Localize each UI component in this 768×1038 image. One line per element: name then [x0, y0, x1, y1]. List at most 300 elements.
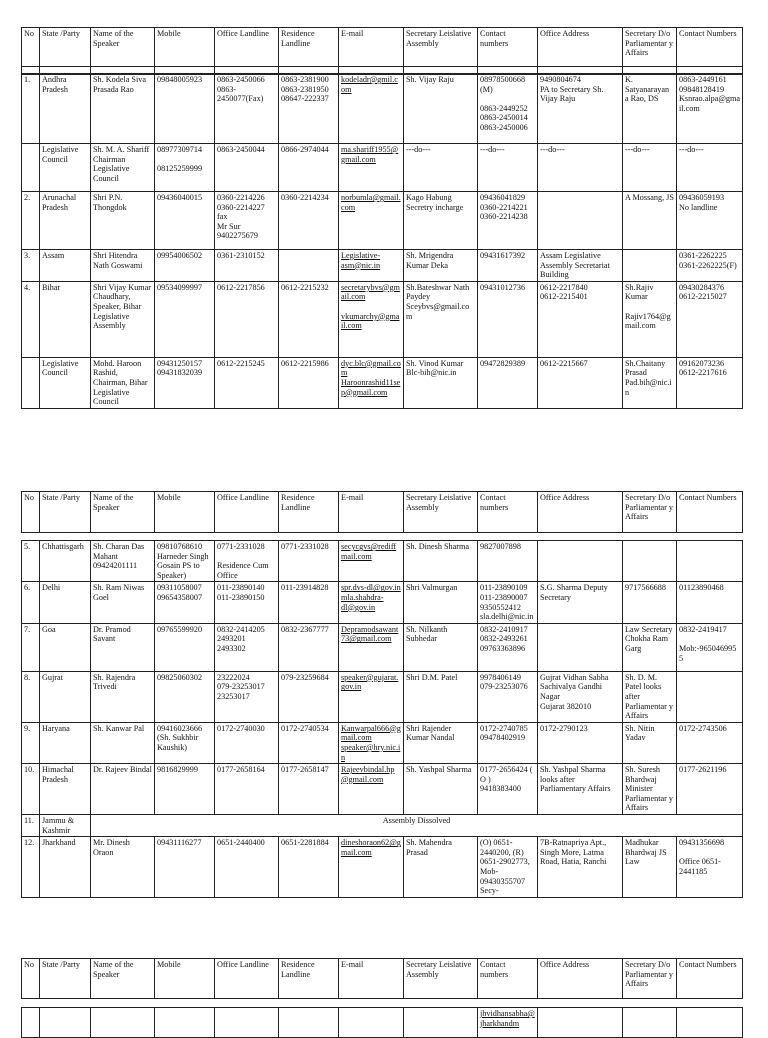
dopa-contact-text: 0172-2743506: [679, 723, 727, 733]
office-address-text: ---do---: [540, 145, 565, 154]
state-text: Haryana: [42, 723, 70, 733]
header-mobile: Mobile: [155, 492, 215, 533]
header-residence-landline: Residence Landline: [279, 959, 339, 999]
row-number-text: 7.: [24, 624, 31, 634]
dopa-contact: [677, 582, 743, 623]
dopa-secretary: [623, 582, 677, 623]
contact-numbers-text: 0177-2656424 ( O ) 9418383400: [480, 765, 533, 794]
email[interactable]: [339, 722, 404, 763]
secretary: [404, 623, 478, 671]
table-row: [22, 192, 743, 250]
contact-numbers-text: 0832-2410917 0832-2493261 09763363896: [480, 624, 528, 653]
secretary: [404, 671, 478, 722]
secretary: [404, 74, 478, 144]
dopa-contact: [677, 837, 743, 898]
row-number-text: 3.: [24, 251, 31, 260]
office-landline-text: 0832-2414205 2493201 2493302: [217, 624, 265, 653]
header-mobile: Mobile: [155, 959, 215, 999]
secretary-text: Sh. Mahendra Prasad: [406, 838, 452, 857]
email[interactable]: [339, 250, 404, 282]
contact-numbers-text: (O) 0651-2440200, (R) 0651-2902773, Mob-09430355707 Secy-: [480, 838, 530, 896]
header-office-landline: Office Landline: [215, 28, 279, 67]
dopa-contact-text: ---do---: [679, 145, 704, 154]
email-text[interactable]: secycgvs@rediffmail.com: [341, 542, 397, 561]
row-number: [22, 541, 40, 582]
email[interactable]: [339, 74, 404, 144]
state-text: Goa: [42, 624, 56, 634]
speaker-name-text: Shri P.N. Thongdok: [93, 193, 127, 212]
state-text: Chhattisgarh: [42, 542, 84, 551]
office-address-text: 7B-Ratnapriya Apt., Singh More, Latma Road, Hatia, Ranchi: [540, 838, 607, 867]
office-landline-text: 0651-2440400: [217, 838, 265, 848]
secretary-text: Shri D.M. Patel: [406, 672, 458, 682]
office-address-text: 0612-2217840 0612-2215401: [540, 282, 588, 302]
contact-numbers: [478, 250, 538, 282]
secretary: [404, 250, 478, 282]
dopa-contact: [677, 764, 743, 815]
secretary-text: Sh. Vijay Raju: [406, 75, 454, 84]
office-landline: [215, 357, 279, 408]
state-text: Delhi: [42, 583, 61, 593]
header-speaker: Name of the Speaker: [91, 492, 155, 533]
mobile-text: 9816829999: [157, 765, 198, 775]
mobile: [155, 837, 215, 898]
header-state: State /Party: [40, 28, 91, 67]
email-text[interactable]: Depramodsawant73@gmail.com: [341, 624, 399, 644]
dopa-contact-text: 0177-2621196: [679, 765, 727, 775]
office-landline: [215, 74, 279, 144]
table-2-body: [21, 540, 743, 898]
email[interactable]: [339, 671, 404, 722]
secretary: [404, 582, 478, 623]
table-row: [22, 250, 743, 282]
header-state: State /Party: [40, 492, 91, 533]
dopa-contact-text: 0361-2262225 0361-2262225(F): [679, 251, 737, 270]
office-address: [538, 541, 623, 582]
row-number: [22, 250, 40, 282]
contact-numbers-text: 0172-2740785 09478402919: [480, 723, 528, 743]
dopa-contact: [677, 192, 743, 250]
table-1: [21, 27, 743, 75]
contact-numbers-text: 9827007898: [480, 542, 521, 551]
contact-numbers-text: 09436041829 0360-2214221 0360-2214238: [480, 193, 528, 222]
secretary: [404, 541, 478, 582]
office-landline: [215, 192, 279, 250]
residence-landline-text: 0832-2367777: [281, 624, 329, 634]
contact-numbers: [478, 74, 538, 144]
header-office-landline: Office Landline: [215, 492, 279, 533]
speaker-name: [91, 144, 155, 192]
speaker-name: [91, 623, 155, 671]
row-number: 11.: [22, 815, 40, 837]
row-number-text: 9.: [24, 723, 31, 733]
residence-landline-text: 0612-2215232: [281, 282, 329, 292]
state-text: Gujrat: [42, 672, 63, 682]
header-email: E-mail: [339, 492, 404, 533]
table-3: [21, 958, 743, 999]
mobile-text: 09954006502: [157, 251, 203, 260]
residence-landline-text: 0863-2381900 0863-2381950 08647-222337: [281, 75, 329, 104]
header-speaker: Name of the Speaker: [91, 959, 155, 999]
email-text[interactable]: speaker@gujarat.gov.in: [341, 672, 399, 692]
email-text[interactable]: dyc.blc@gmail.com Haroonrashid11sep@gmail.com: [341, 358, 401, 397]
speaker-name-text: Sh. Ram Niwas Goel: [93, 583, 145, 602]
state-text: Legislative Council: [42, 145, 79, 164]
office-address-text: Sh. Yashpal Sharma looks after Parliamentary Affairs: [540, 765, 611, 794]
header-address: Office Address: [538, 959, 623, 999]
residence-landline: [279, 764, 339, 815]
assembly-dissolved-note: Assembly Dissolved: [91, 815, 743, 837]
contact-numbers-text: ---do---: [480, 145, 505, 154]
secretary-text: Sh. Dinesh Sharma: [406, 542, 469, 551]
table-row: [22, 1008, 743, 1038]
email-text[interactable]: ma.shariff1955@gmail.com: [341, 145, 399, 164]
email[interactable]: [339, 582, 404, 623]
secretary: [404, 722, 478, 763]
speaker-name: [91, 250, 155, 282]
speaker-name-text: Mr. Dinesh Oraon: [93, 838, 130, 857]
office-landline: [215, 144, 279, 192]
state-text: Andhra Pradesh: [42, 75, 68, 94]
table-row: [22, 623, 743, 671]
office-address-text: Gujrat Vidhan Sabha Sachivalya Gandhi Nagar Gujarat 382010: [540, 672, 609, 711]
mobile-text: 09431250157 09431832039: [157, 358, 203, 378]
mobile-text: 09825060302: [157, 672, 203, 682]
office-landline-text: 0172-2740030: [217, 723, 265, 733]
table-row: [22, 582, 743, 623]
contact-numbers: [478, 192, 538, 250]
contact-numbers-text: 08978500668 (M) 0863-2449252 0863-2450014 0863-2450006: [480, 75, 528, 132]
office-landline-text: 0361-2310152: [217, 251, 265, 260]
state: Jammu & Kashmir: [40, 815, 91, 837]
table-row: [22, 144, 743, 192]
table-1-body: [21, 73, 743, 409]
header-secretary: Secretary Leislative Assembly: [404, 959, 478, 999]
email[interactable]: [339, 764, 404, 815]
row-number-text: 5.: [24, 542, 31, 551]
mobile-text: 09431116277: [157, 838, 202, 848]
office-address: [538, 250, 623, 282]
mobile: [155, 74, 215, 144]
email-text[interactable]: spr.dvs-dl@gov.in mla.shahdra-dl@gov.in: [341, 583, 401, 612]
row-number-text: 1.: [24, 75, 31, 84]
speaker-name-text: Dr. Pramod Savant: [93, 624, 131, 644]
residence-landline-text: 0651-2281884: [281, 838, 329, 848]
dopa-secretary-text: ---do---: [625, 145, 650, 154]
row-number: [22, 357, 40, 408]
dopa-contact-text: 01123890468: [679, 583, 724, 593]
secretary-text: Sh. Mrigendra Kumar Deka: [406, 251, 454, 270]
row-number: [22, 722, 40, 763]
table-row: [22, 357, 743, 408]
state-text: Himachal Pradesh: [42, 765, 74, 784]
secretary: [404, 837, 478, 898]
office-address: [538, 357, 623, 408]
office-landline: [215, 281, 279, 357]
dopa-secretary-text: Sh. D. M. Patel looks after Parliamentar y Affairs: [625, 672, 673, 721]
header-dopa-secretary: Secretary D/o Parliamentar y Affairs: [623, 492, 677, 533]
state: [40, 74, 91, 144]
residence-landline-text: 079-23259684: [281, 672, 329, 682]
header-email: E-mail: [339, 28, 404, 67]
contact-numbers: [478, 671, 538, 722]
dopa-contact: [677, 357, 743, 408]
email-text[interactable]: kodeladr@gmil.com: [341, 75, 398, 94]
header-contact: Contact numbers: [478, 492, 538, 533]
residence-landline: [279, 671, 339, 722]
residence-landline: [279, 357, 339, 408]
office-landline-text: 011-23890140 011-23890150: [217, 583, 265, 602]
residence-landline-text: 0612-2215986: [281, 358, 329, 368]
header-secretary: Secretary Leislative Assembly: [404, 492, 478, 533]
table-row: [22, 671, 743, 722]
dopa-secretary: [623, 722, 677, 763]
mobile: [155, 281, 215, 357]
speaker-name: [91, 192, 155, 250]
table-row: [22, 281, 743, 357]
office-landline: [215, 837, 279, 898]
contact-numbers-text: 9978406149 079-23253076: [480, 672, 528, 692]
contact-numbers: [478, 837, 538, 898]
mobile: [155, 144, 215, 192]
secretary: [404, 192, 478, 250]
email-text[interactable]: norbumla@gmail.com: [341, 193, 401, 212]
mobile: [155, 541, 215, 582]
state: [40, 582, 91, 623]
email-text[interactable]: secretarybvs@gmail.com vkumarchy@gmail.com: [341, 282, 400, 331]
contact-numbers: [478, 722, 538, 763]
speaker-name-text: Sh. Rajendra Trivedi: [93, 672, 136, 692]
office-landline: [215, 582, 279, 623]
row-number: [22, 74, 40, 144]
dopa-secretary: [623, 357, 677, 408]
office-address-text: Assam Legislative Assembly Secretariat Building: [540, 251, 610, 280]
header-dopa-contact: Contact Numbers: [677, 28, 743, 67]
email-text[interactable]: Rajeevbindal.hp@gmail.com: [341, 765, 395, 784]
row-number-text: 2.: [24, 193, 31, 202]
row-number: [22, 582, 40, 623]
header-address: Office Address: [538, 28, 623, 67]
office-landline: [215, 623, 279, 671]
residence-landline-text: 0360-2214234: [281, 193, 329, 202]
speaker-name-text: Sh. Charan Das Mahant 09424201111: [93, 542, 145, 571]
email-text[interactable]: dineshoraon62@gmail.com: [341, 838, 401, 857]
email[interactable]: [339, 837, 404, 898]
dopa-secretary-text: Sh.Rajiv Kumar Rajiv1764@gmail.com: [625, 282, 671, 331]
speaker-name-text: Sh. Kodela Siva Prasada Rao: [93, 75, 146, 94]
residence-landline: [279, 144, 339, 192]
mobile: [155, 357, 215, 408]
office-address: [538, 74, 623, 144]
office-landline: [215, 722, 279, 763]
dopa-secretary-text: 9717566688: [625, 583, 666, 593]
state: [40, 144, 91, 192]
row-number: [22, 144, 40, 192]
dopa-contact-text: 09431356698 Office 0651-2441185: [679, 838, 725, 877]
dopa-secretary: [623, 74, 677, 144]
header-contact: Contact numbers: [478, 28, 538, 67]
email[interactable]: [339, 357, 404, 408]
email-text[interactable]: Kanwarpal666@gmail.com speaker@hry.nic.in: [341, 723, 401, 762]
dopa-secretary: [623, 250, 677, 282]
mobile-text: 09765599920: [157, 624, 203, 634]
header-no: No: [22, 959, 40, 999]
header-office-landline: Office Landline: [215, 959, 279, 999]
dopa-secretary-text: Sh. Suresh Bhardwaj Minister Parliamentar y Affairs: [625, 765, 673, 813]
contact-email[interactable]: jhvidhansabha@jharkhandm: [480, 1009, 535, 1028]
office-landline-text: 0360-2214226 0360-2214227 fax Mr Sur 9402275679: [217, 193, 265, 241]
state: [40, 764, 91, 815]
dopa-contact: [677, 281, 743, 357]
contact-numbers-text: 011-23890109 011-23890007 9350552412 sla.delhi@nic.in: [480, 583, 534, 622]
dopa-secretary: [623, 764, 677, 815]
mobile: [155, 250, 215, 282]
residence-landline-text: 0771-2331028: [281, 542, 329, 551]
dopa-contact: [677, 541, 743, 582]
contact-numbers: [478, 623, 538, 671]
contact-numbers: [478, 541, 538, 582]
mobile: [155, 623, 215, 671]
state: [40, 623, 91, 671]
dopa-contact-text: 09430284376 0612-2215027: [679, 282, 727, 302]
header-secretary: Secretary Leislative Assembly: [404, 28, 478, 67]
office-address-text: 0172-2790123: [540, 723, 588, 733]
office-address-text: 9490804674 PA to Secretary Sh. Vijay Raju: [540, 75, 604, 104]
dopa-contact: [677, 722, 743, 763]
dopa-contact: [677, 144, 743, 192]
state: [40, 541, 91, 582]
secretary-text: Sh. Vinod Kumar Blc-bih@nic.in: [406, 358, 464, 378]
state-text: Bihar: [42, 282, 61, 292]
header-dopa-secretary: Secretary D/o Parliamentar y Affairs: [623, 28, 677, 67]
header-row: [22, 492, 743, 533]
contact-numbers: [478, 582, 538, 623]
header-state: State /Party: [40, 959, 91, 999]
dopa-contact-text: 09436059193 No landline: [679, 193, 725, 212]
mobile: [155, 671, 215, 722]
header-email: E-mail: [339, 959, 404, 999]
office-landline: [215, 541, 279, 582]
row-number-text: 4.: [24, 282, 31, 292]
email[interactable]: [339, 192, 404, 250]
row-number: [22, 764, 40, 815]
state-text: Legislative Council: [42, 358, 79, 378]
state-text: Jharkhand: [42, 838, 76, 848]
dopa-secretary-text: Law Secretary Chokha Ram Garg: [625, 624, 673, 653]
email[interactable]: [339, 623, 404, 671]
dopa-secretary: [623, 837, 677, 898]
speaker-name-text: Mohd. Haroon Rashid, Chairman, Bihar Legislative Council: [93, 358, 148, 407]
dopa-secretary: [623, 541, 677, 582]
dopa-secretary-text: Sh. Nitin Yadav: [625, 723, 655, 743]
residence-landline: [279, 541, 339, 582]
speaker-name-text: Sh. M. A. Shariff Chairman Legislative Council: [93, 145, 150, 183]
residence-landline: [279, 74, 339, 144]
residence-landline-text: 0177-2658147: [281, 765, 329, 775]
header-no: No: [22, 492, 40, 533]
row-number: [22, 623, 40, 671]
contact-numbers-text: 09472829389: [480, 358, 526, 368]
contact-numbers-text: 09431617392: [480, 251, 526, 260]
dopa-contact-text: 0863-2449161 09848128419 Ksnrao.alpa@gmail.com: [679, 75, 740, 113]
speaker-name-text: Shri Vijay Kumar Chaudhary, Speaker, Bihar Legislative Assembly: [93, 282, 152, 331]
header-no: No: [22, 28, 40, 67]
dopa-secretary-text: Madhukar Bhardwaj JS Law: [625, 838, 667, 867]
header-contact: Contact numbers: [478, 959, 538, 999]
email[interactable]: [339, 281, 404, 357]
contact-cell: [478, 1008, 538, 1038]
dopa-secretary: [623, 144, 677, 192]
residence-landline: [279, 281, 339, 357]
office-address: [538, 582, 623, 623]
residence-landline: [279, 722, 339, 763]
dopa-secretary: [623, 192, 677, 250]
residence-landline: [279, 192, 339, 250]
email-text[interactable]: Legislative-asm@nic.in: [341, 251, 381, 270]
office-address: [538, 837, 623, 898]
dopa-secretary: [623, 623, 677, 671]
speaker-name: [91, 837, 155, 898]
mobile-text: 09311058007 09654358007: [157, 583, 203, 602]
header-residence-landline: Residence Landline: [279, 28, 339, 67]
mobile: [155, 722, 215, 763]
mobile: [155, 192, 215, 250]
office-landline-text: 0177-2658164: [217, 765, 265, 775]
office-address: [538, 144, 623, 192]
state: [40, 281, 91, 357]
state-text: Arunachal Pradesh: [42, 193, 77, 212]
residence-landline: [279, 837, 339, 898]
office-landline-text: 23222024 079-23253017 23253017: [217, 672, 265, 701]
table-row: [22, 722, 743, 763]
table-row: [22, 837, 743, 898]
table-2: [21, 491, 743, 533]
secretary-text: Sh.Bateshwar Nath Paydey Sceybvs@gmail.com: [406, 282, 470, 321]
mobile-text: 09416023666 (Sh. Sukhbir Kaushik): [157, 723, 203, 752]
email[interactable]: [339, 541, 404, 582]
office-address-text: S.G. Sharma Deputy Secretary: [540, 583, 608, 602]
speaker-name-text: Shri Hitendra Nath Goswami: [93, 251, 143, 270]
state-text: Assam: [42, 251, 65, 260]
mobile-text: 08977309714 08125259999: [157, 145, 203, 174]
office-address: [538, 192, 623, 250]
secretary-text: Sh. Nilkanth Subhedar: [406, 624, 448, 644]
dopa-contact: [677, 623, 743, 671]
row-number: [22, 671, 40, 722]
office-landline-text: 0612-2215245: [217, 358, 265, 368]
row-number: [22, 192, 40, 250]
dopa-secretary-text: K. Satyanarayan a Rao, DS: [625, 75, 670, 104]
mobile: [155, 582, 215, 623]
dopa-contact: [677, 671, 743, 722]
office-landline: [215, 764, 279, 815]
mobile: [155, 764, 215, 815]
header-dopa-contact: Contact Numbers: [677, 959, 743, 999]
state: [40, 192, 91, 250]
dopa-secretary: [623, 281, 677, 357]
email[interactable]: [339, 144, 404, 192]
table-row: [22, 764, 743, 815]
contact-numbers: [478, 144, 538, 192]
header-residence-landline: Residence Landline: [279, 492, 339, 533]
dopa-secretary-text: A Mossang, JS: [625, 193, 674, 202]
office-address: [538, 722, 623, 763]
residence-landline-text: 0172-2740534: [281, 723, 329, 733]
header-address: Office Address: [538, 492, 623, 533]
secretary-text: Kago Habung Secretry incharge: [406, 193, 464, 212]
office-address: [538, 281, 623, 357]
residence-landline: [279, 582, 339, 623]
